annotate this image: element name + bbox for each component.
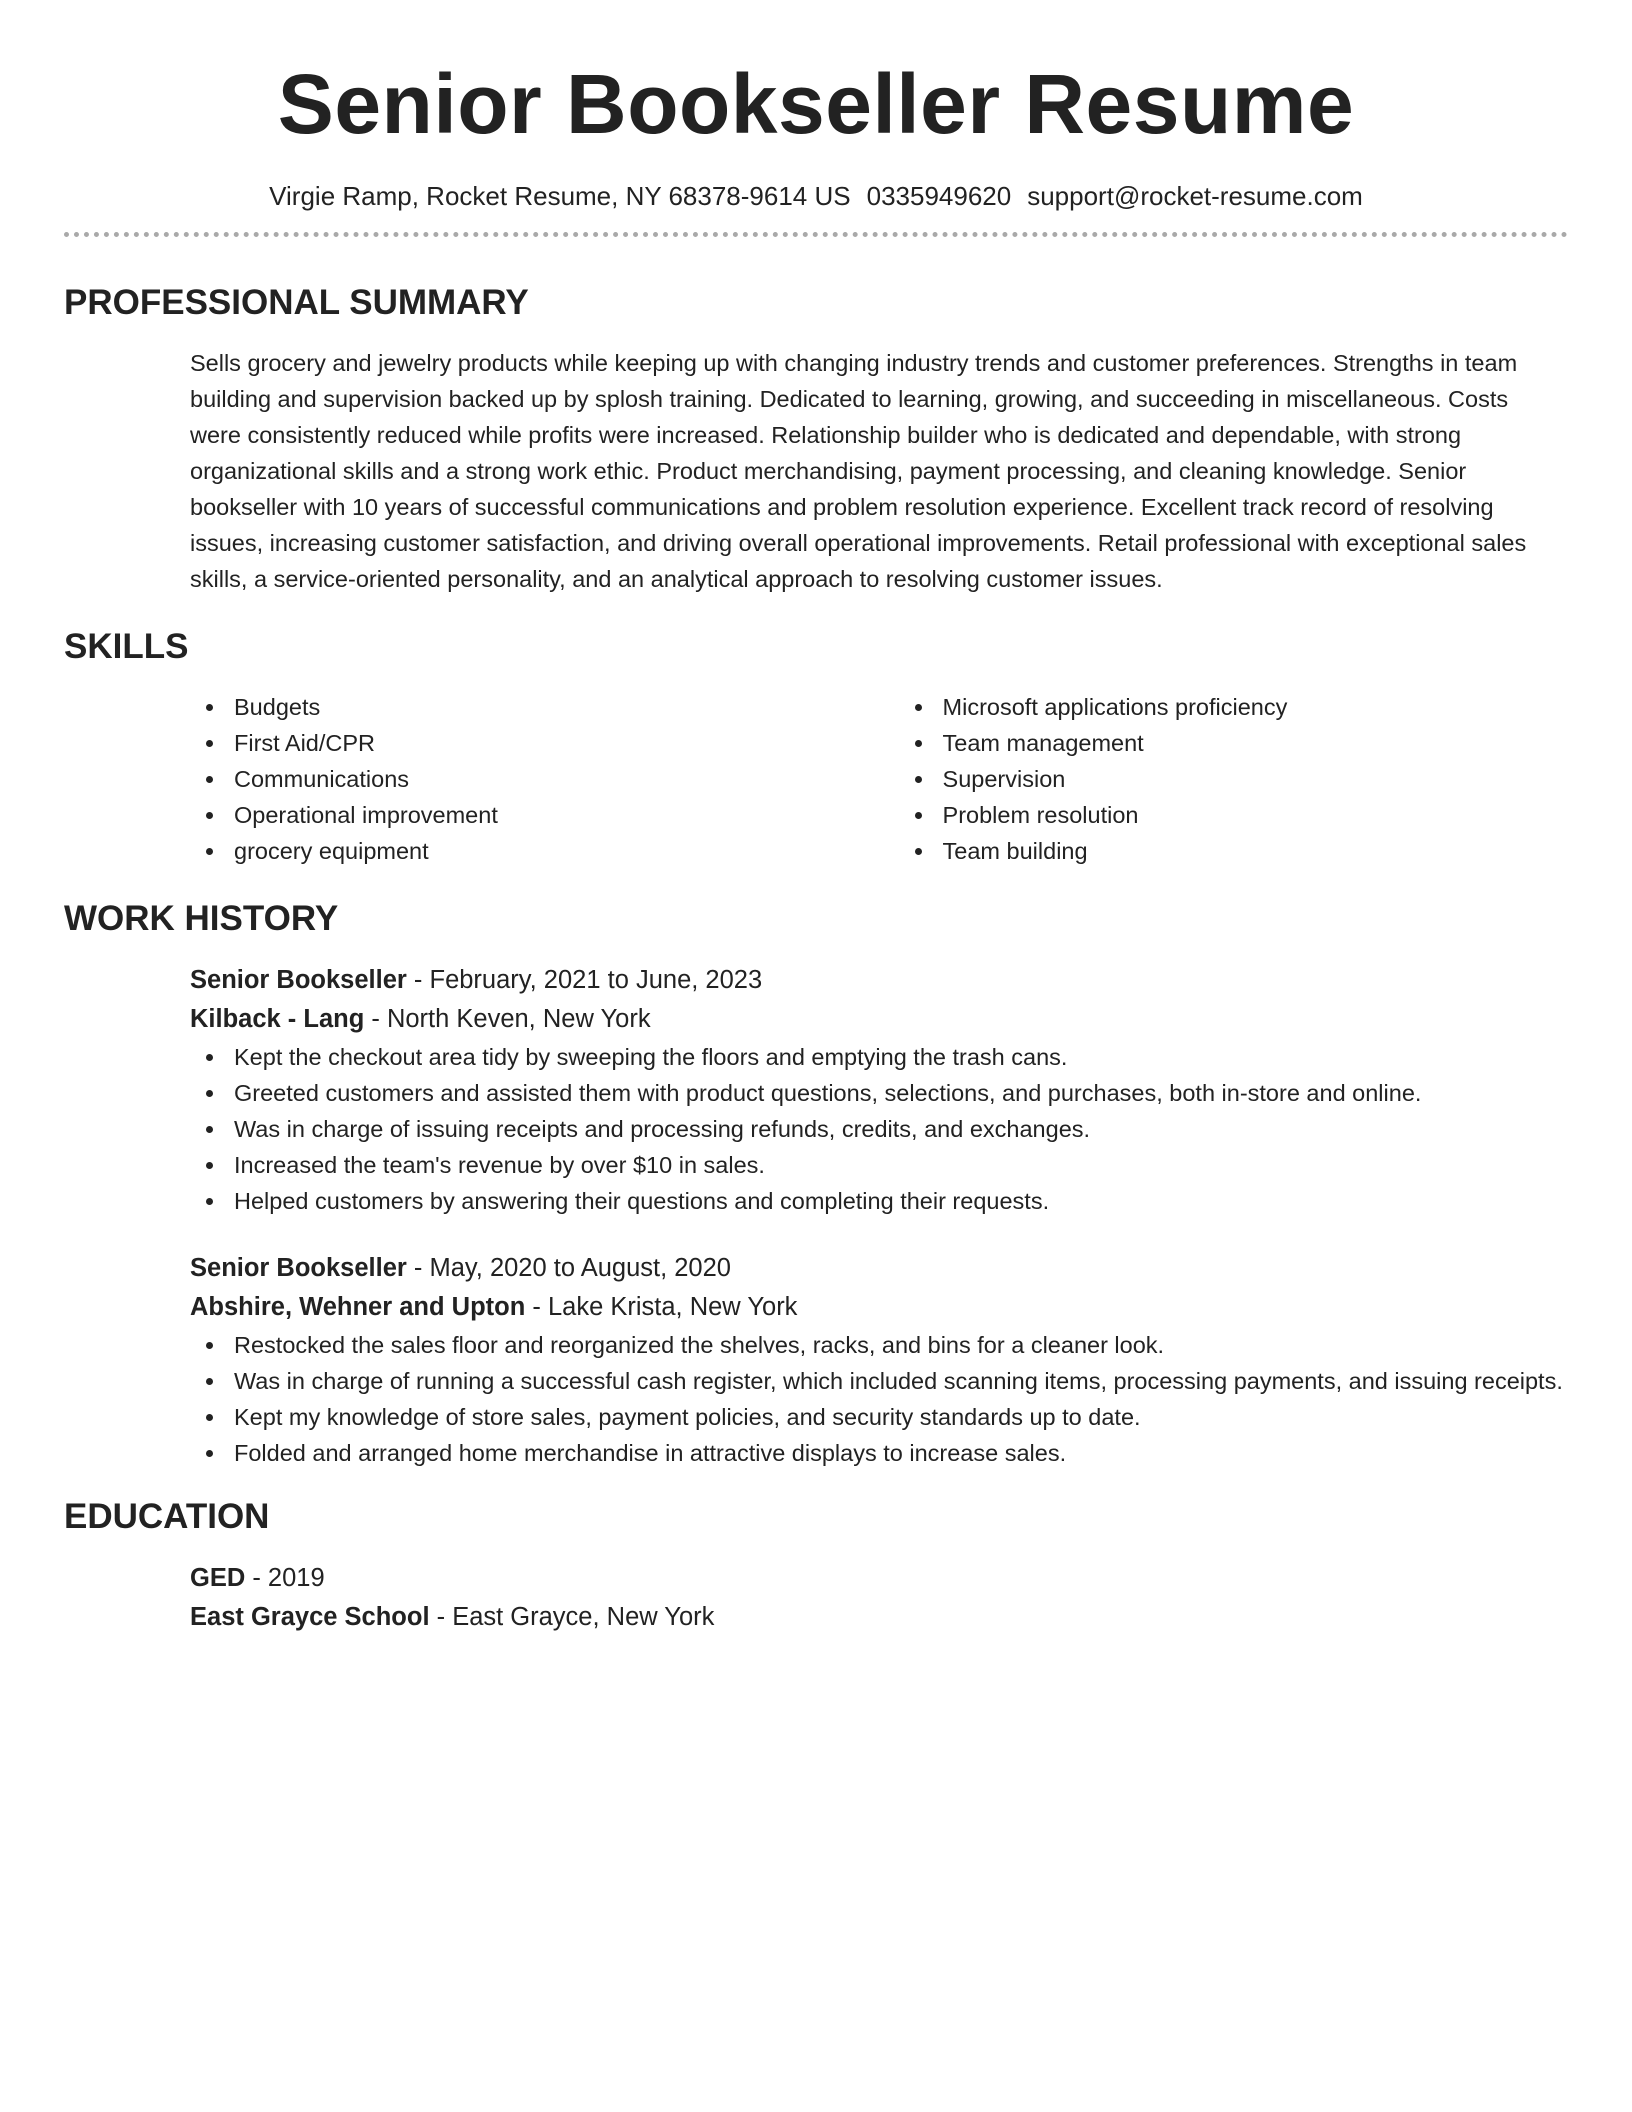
job-company-line — [190, 1288, 1568, 1327]
contact-phone: 0335949620 — [866, 181, 1012, 211]
education-degree: GED — [190, 1564, 246, 1592]
job-duty: Was in charge of issuing receipts and processing refunds, credits, and exchanges. — [190, 1111, 1568, 1147]
contact-line — [64, 180, 1568, 212]
work-history-section — [64, 961, 1568, 1471]
job-duty: Increased the team's revenue by over $10 in sales. — [190, 1147, 1568, 1183]
job-title: Senior Bookseller — [190, 966, 407, 994]
skill-item: First Aid/CPR — [190, 725, 899, 761]
job-duty: Helped customers by answering their questions and completing their requests. — [190, 1183, 1568, 1219]
job-spacer — [190, 1219, 1568, 1249]
job-title-line — [190, 961, 1568, 1000]
job-duty: Kept my knowledge of store sales, payment policies, and security standards up to date. — [190, 1399, 1568, 1435]
education-school: East Grayce School — [190, 1603, 430, 1631]
job-duty: Folded and arranged home merchandise in attractive displays to increase sales. — [190, 1435, 1568, 1471]
education-location: - East Grayce, New York — [429, 1603, 715, 1631]
summary-heading: PROFESSIONAL SUMMARY — [64, 283, 529, 322]
job-duties-list — [190, 1039, 1568, 1219]
job-location: - North Keven, New York — [364, 1005, 651, 1033]
job-dates: - May, 2020 to August, 2020 — [406, 1254, 731, 1282]
education-year: - 2019 — [245, 1564, 325, 1592]
skills-list-left — [190, 689, 899, 869]
resume-page — [64, 0, 1568, 1637]
contact-email: support@rocket-resume.com — [1027, 181, 1363, 211]
summary-section — [64, 345, 1568, 597]
job-company-line — [190, 1000, 1568, 1039]
job-company: Kilback - Lang — [190, 1005, 365, 1033]
skill-item: Team building — [899, 833, 1568, 869]
skills-list-right — [899, 689, 1568, 869]
education-school-line — [190, 1598, 1568, 1637]
skill-item: Supervision — [899, 761, 1568, 797]
work-history-heading: WORK HISTORY — [64, 899, 339, 938]
skill-item: Operational improvement — [190, 797, 899, 833]
job-location: - Lake Krista, New York — [525, 1293, 798, 1321]
job-duty: Restocked the sales floor and reorganized the shelves, racks, and bins for a cleaner look. — [190, 1327, 1568, 1363]
education-heading: EDUCATION — [64, 1497, 270, 1536]
job-title-line — [190, 1249, 1568, 1288]
skill-item: Microsoft applications proficiency — [899, 689, 1568, 725]
skill-item: grocery equipment — [190, 833, 899, 869]
skills-grid — [190, 689, 1568, 869]
job-entry — [190, 1249, 1568, 1471]
job-duties-list — [190, 1327, 1568, 1471]
job-duty: Kept the checkout area tidy by sweeping the floors and emptying the trash cans. — [190, 1039, 1568, 1075]
skill-item: Team management — [899, 725, 1568, 761]
job-company: Abshire, Wehner and Upton — [190, 1293, 526, 1321]
job-dates: - February, 2021 to June, 2023 — [406, 966, 763, 994]
education-degree-line — [190, 1559, 1568, 1598]
header-divider — [64, 232, 1568, 237]
skill-item: Communications — [190, 761, 899, 797]
job-entry — [190, 961, 1568, 1219]
summary-text: Sells grocery and jewelry products while keeping up with changing industry trends and customer preferences. Strengths in team building and supervision backed up by splosh training. Dedicated to learning, growing, and succeeding in miscellaneous. Costs were consistently reduced while profits were increased. Relationship builder who is dedicated and dependable, with strong organizational skills and a strong work ethic. Product merchandising, payment processing, and cleaning knowledge. Senior bookseller with 10 years of successful communications and problem resolution experience. Excellent track record of resolving issues, increasing customer satisfaction, and driving overall operational improvements. Retail professional with exceptional sales skills, a service-oriented personality, and an analytical approach to resolving customer issues. — [190, 350, 1527, 592]
job-title: Senior Bookseller — [190, 1254, 407, 1282]
skill-item: Budgets — [190, 689, 899, 725]
resume-title: Senior Bookseller Resume — [277, 57, 1355, 151]
skills-section — [64, 689, 1568, 869]
job-duty: Was in charge of running a successful cash register, which included scanning items, processing payments, and issuing receipts. — [190, 1363, 1568, 1399]
contact-address: Virgie Ramp, Rocket Resume, NY 68378-9614 US — [269, 181, 851, 211]
skill-item: Problem resolution — [899, 797, 1568, 833]
education-section — [64, 1559, 1568, 1637]
job-duty: Greeted customers and assisted them with product questions, selections, and purchases, both in-store and online. — [190, 1075, 1568, 1111]
skills-heading: SKILLS — [64, 627, 189, 666]
